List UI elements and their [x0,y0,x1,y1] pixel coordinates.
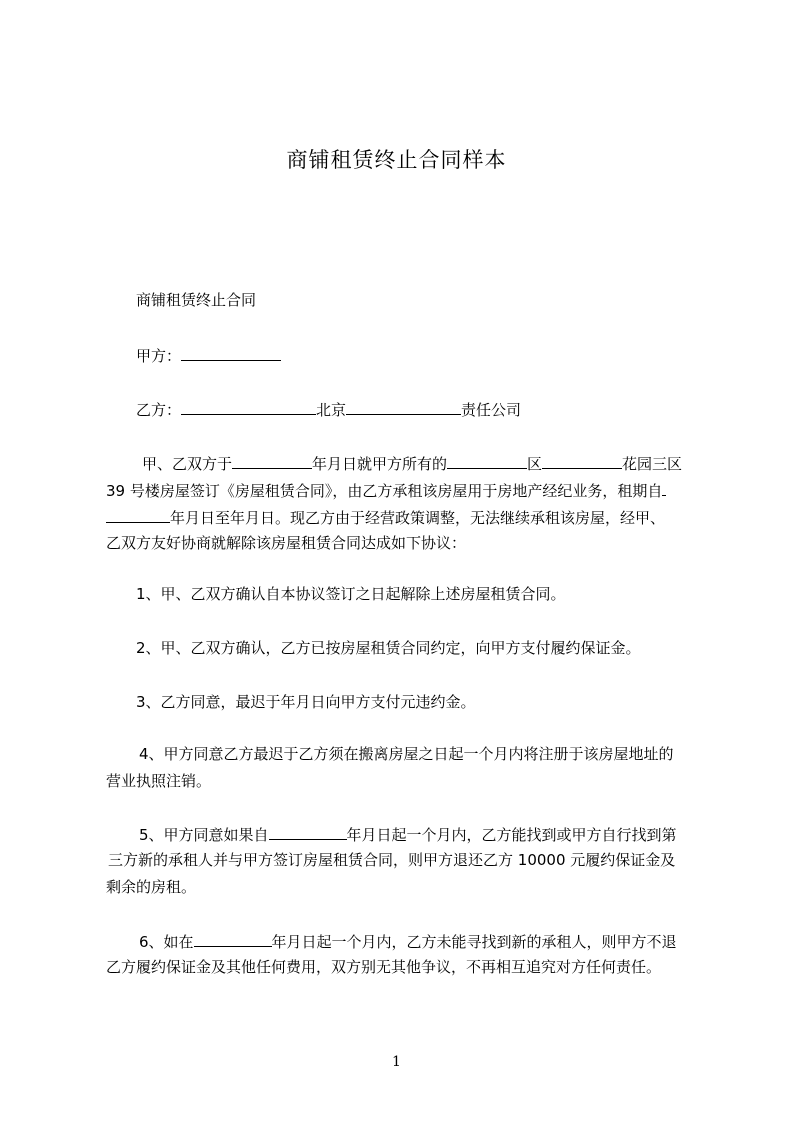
intro-line-2 [106,477,666,503]
blank-field [194,928,272,947]
party-b-line [136,396,521,422]
document-title: 商铺租赁终止合同样本 [286,148,507,172]
clause-text: 年月日起一个月内，乙方能找到或甲方自行找到第 [346,826,677,844]
clause-4-line-2: 营业执照注销。 [106,772,212,790]
intro-text: 花园三区 [622,455,683,473]
blank-field [447,450,527,469]
blank-field [662,477,666,496]
clause-text: 6、如在 [139,933,194,951]
blank-field [232,450,312,469]
page-number: 1 [392,1054,401,1070]
blank-field [269,821,347,840]
intro-line-4: 乙双方友好协商就解除该房屋租赁合同达成如下协议： [106,534,467,552]
blank-field [106,504,170,523]
intro-text: 年月日至年月日。现乙方由于经营政策调整，无法继续承租该房屋，经甲、 [170,509,666,527]
party-a-label: 甲方： [136,347,182,365]
clause-5-line-2: 三方新的承租人并与甲方签订房屋租赁合同，则甲方退还乙方 10000 元履约保证金及 [108,851,676,869]
party-b-label: 乙方： [136,401,182,419]
blank-field [346,396,461,415]
blank-field [181,342,281,361]
intro-line-3 [106,504,665,530]
party-b-city: 北京 [316,401,347,419]
clause-2: 2、甲、乙双方确认，乙方已按房屋租赁合同约定，向甲方支付履约保证金。 [136,639,641,657]
blank-field [542,450,622,469]
intro-text: 39 号楼房屋签订《房屋租赁合同》，由乙方承租该房屋用于房地产经纪业务，租期自 [106,482,663,500]
clause-6-line-1 [139,928,677,954]
intro-text: 年月日就甲方所有的 [312,455,448,473]
blank-field [181,396,316,415]
intro-text: 甲、乙双方于 [142,455,233,473]
clause-1: 1、甲、乙双方确认自本协议签订之日起解除上述房屋租赁合同。 [136,585,566,603]
contract-subtitle: 商铺租赁终止合同 [136,291,257,309]
clause-5-line-1 [139,821,677,847]
intro-text: 区 [527,455,543,473]
party-b-suffix: 责任公司 [461,401,522,419]
clause-5-line-3: 剩余的房租。 [106,878,197,896]
clause-6-line-2: 乙方履约保证金及其他任何费用，双方别无其他争议，不再相互追究对方任何责任。 [106,958,662,976]
party-a-line [136,342,281,368]
clause-4-line-1: 4、甲方同意乙方最迟于乙方须在搬离房屋之日起一个月内将注册于该房屋地址的 [139,745,674,763]
intro-line-1 [142,450,682,476]
clause-text: 5、甲方同意如果自 [139,826,269,844]
clause-3: 3、乙方同意，最迟于年月日向甲方支付元违约金。 [136,693,476,711]
clause-text: 年月日起一个月内，乙方未能寻找到新的承租人，则甲方不退 [271,933,677,951]
